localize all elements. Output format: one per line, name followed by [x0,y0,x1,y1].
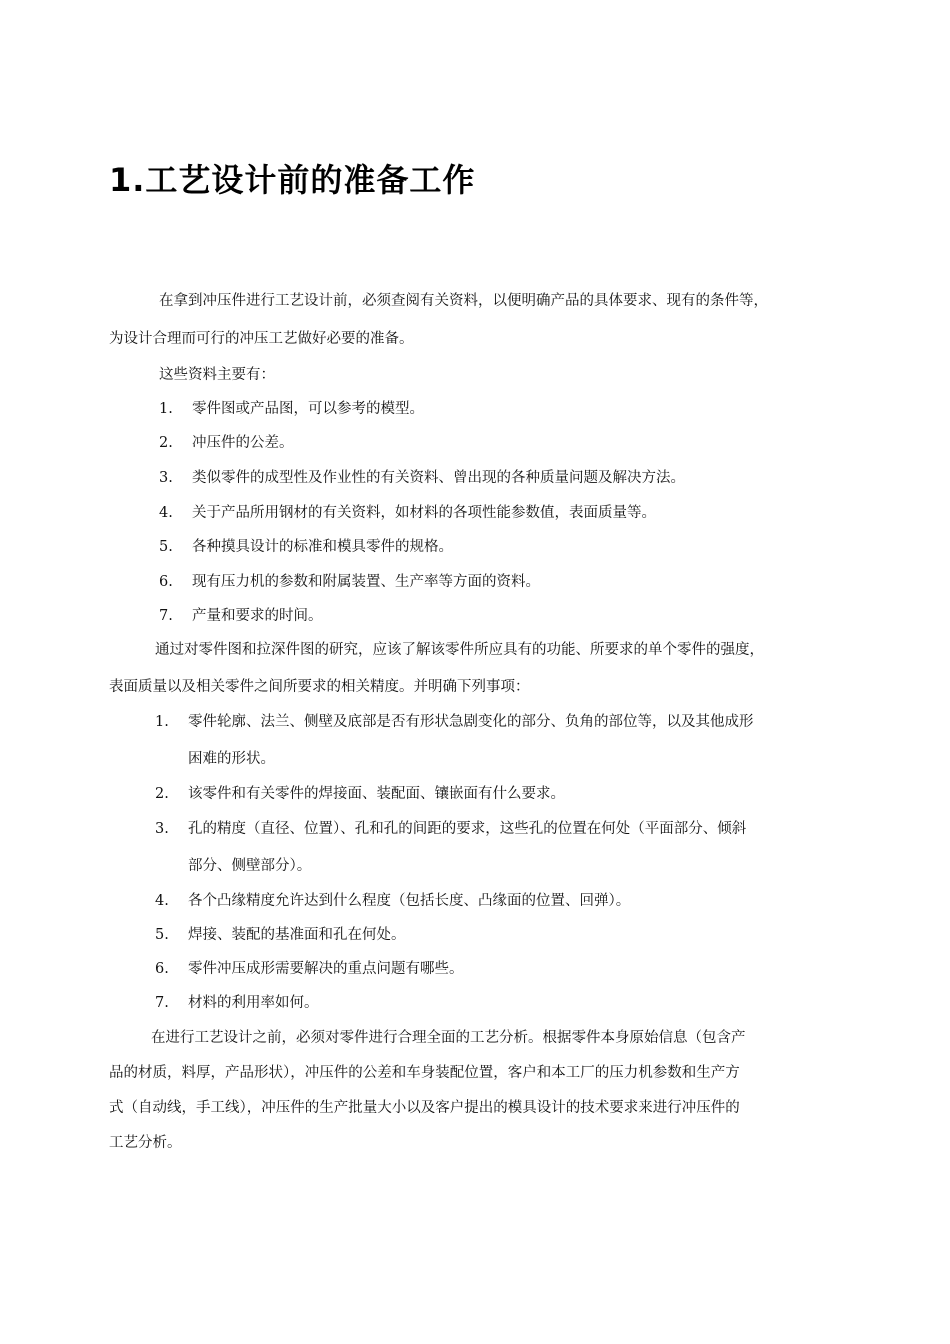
list-item-text: 类似零件的成型性及作业性的有关资料、曾出现的各种质量问题及解决方法。 [192,470,685,486]
list-item-number: 1. [155,714,169,730]
list-item-text: 冲压件的公差。 [192,435,294,451]
intro-line-2: 为设计合理而可行的冲压工艺做好必要的准备。 [109,331,414,347]
list-item-number: 3. [155,821,169,837]
materials-heading: 这些资料主要有： [159,367,275,383]
list-item-continuation: 困难的形状。 [188,751,275,767]
list-item-text: 该零件和有关零件的焊接面、装配面、镶嵌面有什么要求。 [188,786,565,802]
list-item-number: 3. [159,470,173,486]
list-item-number: 6. [155,961,169,977]
list-item-number: 2. [155,786,169,802]
list-item-number: 4. [159,505,173,521]
list-item-text: 焊接、装配的基准面和孔在何处。 [188,927,406,943]
list-item-number: 7. [155,995,169,1011]
list-item-text: 现有压力机的参数和附属装置、生产率等方面的资料。 [192,574,540,590]
list-item-number: 1. [159,401,173,417]
page-title: 1.工艺设计前的准备工作 [109,161,476,199]
list-item-number: 5. [159,539,173,555]
list-item-text: 材料的利用率如何。 [188,995,319,1011]
list-item-text: 孔的精度（直径、位置）、孔和孔的间距的要求，这些孔的位置在何处（平面部分、倾斜 [188,821,747,837]
list-item-number: 6. [159,574,173,590]
list-item-text: 产量和要求的时间。 [192,608,323,624]
list-item-number: 2. [159,435,173,451]
list-item-text: 各种摸具设计的标准和模具零件的规格。 [192,539,453,555]
analysis-line-2: 品的材质，料厚，产品形状），冲压件的公差和车身装配位置，客户和本工厂的压力机参数和生产方 [109,1065,740,1081]
intro-line-1: 在拿到冲压件进行工艺设计前，必须查阅有关资料，以便明确产品的具体要求、现有的条件等， [159,293,768,309]
list-item-number: 7. [159,608,173,624]
study-line-2: 表面质量以及相关零件之间所要求的相关精度。并明确下列事项： [109,679,530,695]
list-item-continuation: 部分、侧壁部分）。 [188,858,312,874]
list-item-number: 4. [155,893,169,909]
list-item-text: 零件图或产品图，可以参考的模型。 [192,401,424,417]
list-item-number: 5. [155,927,169,943]
list-item-text: 零件轮廓、法兰、侧壁及底部是否有形状急剧变化的部分、负角的部位等，以及其他成形 [188,714,754,730]
list-item-text: 关于产品所用钢材的有关资料，如材料的各项性能参数值，表面质量等。 [192,505,656,521]
analysis-line-3: 式（自动线，手工线），冲压件的生产批量大小以及客户提出的模具设计的技术要求来进行冲压件的 [109,1100,740,1116]
study-line-1: 通过对零件图和拉深件图的研究，应该了解该零件所应具有的功能、所要求的单个零件的强度， [155,642,764,658]
list-item-text: 各个凸缘精度允许达到什么程度（包括长度、凸缘面的位置、回弹）。 [188,893,631,909]
analysis-line-4: 工艺分析。 [109,1135,182,1151]
analysis-line-1: 在进行工艺设计之前，必须对零件进行合理全面的工艺分析。根据零件本身原始信息（包含产 [151,1030,746,1046]
list-item-text: 零件冲压成形需要解决的重点问题有哪些。 [188,961,464,977]
